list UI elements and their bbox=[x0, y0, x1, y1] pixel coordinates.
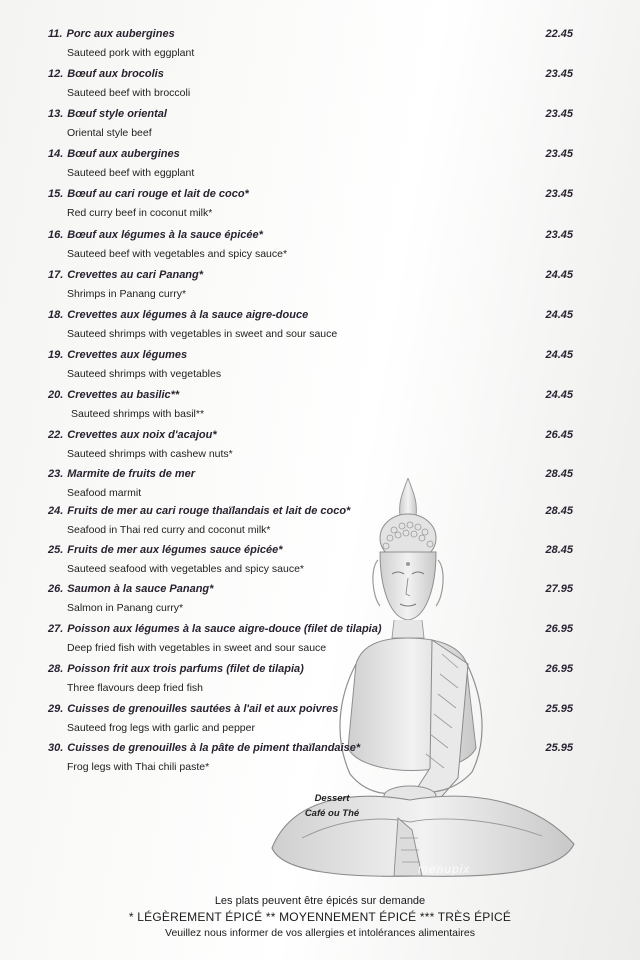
item-price: 23.45 bbox=[545, 68, 573, 80]
item-name-en: Oriental style beef bbox=[67, 127, 152, 139]
item-price: 28.45 bbox=[545, 505, 573, 517]
item-name-fr: Bœuf style oriental bbox=[67, 108, 167, 120]
item-price: 24.45 bbox=[545, 349, 573, 361]
item-price: 24.45 bbox=[545, 269, 573, 281]
item-name-en: Seafood in Thai red curry and coconut milk* bbox=[67, 524, 271, 536]
item-price: 28.45 bbox=[545, 544, 573, 556]
menu-item bbox=[0, 346, 640, 386]
item-name-fr: Poisson frit aux trois parfums (filet de tilapia) bbox=[67, 663, 304, 675]
item-price: 26.45 bbox=[545, 429, 573, 441]
spice-request-note: Les plats peuvent être épicés sur demande bbox=[214, 895, 426, 907]
menu-item bbox=[0, 386, 640, 426]
item-name-fr: Cuisses de grenouilles à la pâte de piment thaïlandaise* bbox=[67, 742, 361, 754]
item-name-en: Sauteed shrimps with vegetables bbox=[67, 368, 222, 380]
item-name-fr: Bœuf aux aubergines bbox=[67, 148, 180, 160]
item-number: 27. bbox=[48, 623, 64, 635]
item-number: 11. bbox=[48, 28, 63, 40]
item-name-en: Sauteed beef with eggplant bbox=[67, 167, 195, 179]
spice-legend: * LÉGÈREMENT ÉPICÉ ** MOYENNEMENT ÉPICÉ *** TRÈS ÉPICÉ bbox=[128, 910, 512, 924]
item-price: 22.45 bbox=[545, 28, 573, 40]
item-price: 25.95 bbox=[545, 742, 573, 754]
item-number: 16. bbox=[48, 229, 64, 241]
item-number: 14. bbox=[48, 148, 64, 160]
item-price: 26.95 bbox=[545, 623, 573, 635]
item-number: 19. bbox=[48, 349, 64, 361]
menu-item bbox=[0, 700, 640, 740]
item-name-en: Sauteed shrimps with basil** bbox=[71, 408, 205, 420]
item-number: 18. bbox=[48, 309, 64, 321]
item-name-en: Sauteed shrimps with vegetables in sweet and sour sauce bbox=[67, 328, 338, 340]
item-name-en: Sauteed pork with eggplant bbox=[67, 47, 195, 59]
menu-item bbox=[0, 25, 640, 65]
item-name-fr: Crevettes aux légumes à la sauce aigre-douce bbox=[67, 309, 309, 321]
item-number: 29. bbox=[48, 703, 64, 715]
item-name-en: Salmon in Panang curry* bbox=[67, 602, 184, 614]
menu-item bbox=[0, 620, 640, 660]
item-price: 24.45 bbox=[545, 309, 573, 321]
item-name-fr: Fruits de mer au cari rouge thaïlandais et lait de coco* bbox=[67, 505, 351, 517]
menu-item bbox=[0, 465, 640, 505]
item-name-fr: Crevettes aux légumes bbox=[67, 349, 188, 361]
item-name-fr: Crevettes aux noix d'acajou* bbox=[67, 429, 217, 441]
menu-item bbox=[0, 502, 640, 542]
menu-item bbox=[0, 185, 640, 225]
menu-item bbox=[0, 739, 640, 779]
menu-item bbox=[0, 306, 640, 346]
item-number: 22. bbox=[48, 429, 64, 441]
item-number: 20. bbox=[48, 389, 64, 401]
item-name-fr: Cuisses de grenouilles sautées à l'ail et aux poivres bbox=[67, 703, 339, 715]
item-price: 27.95 bbox=[545, 583, 573, 595]
item-name-en: Deep fried fish with vegetables in sweet and sour sauce bbox=[67, 642, 327, 654]
menu-item bbox=[0, 580, 640, 620]
item-number: 12. bbox=[48, 68, 64, 80]
item-name-en: Sauteed beef with vegetables and spicy sauce* bbox=[67, 248, 288, 260]
item-name-fr: Bœuf aux brocolis bbox=[67, 68, 164, 80]
item-name-fr: Crevettes au basilic** bbox=[67, 389, 180, 401]
menu-item bbox=[0, 541, 640, 581]
item-price: 23.45 bbox=[545, 188, 573, 200]
item-name-en: Sauteed seafood with vegetables and spicy sauce* bbox=[67, 563, 304, 575]
item-price: 23.45 bbox=[545, 108, 573, 120]
menu-item bbox=[0, 426, 640, 466]
item-name-fr: Porc aux aubergines bbox=[66, 28, 175, 40]
item-name-en: Frog legs with Thai chili paste* bbox=[67, 761, 210, 773]
item-name-fr: Bœuf au cari rouge et lait de coco* bbox=[67, 188, 249, 200]
item-price: 25.95 bbox=[545, 703, 573, 715]
item-number: 13. bbox=[48, 108, 64, 120]
item-price: 23.45 bbox=[545, 148, 573, 160]
item-number: 30. bbox=[48, 742, 64, 754]
menu-item bbox=[0, 65, 640, 105]
item-name-en: Sauteed beef with broccoli bbox=[67, 87, 191, 99]
item-number: 23. bbox=[48, 468, 64, 480]
item-number: 15. bbox=[48, 188, 64, 200]
item-name-fr: Crevettes au cari Panang* bbox=[67, 269, 204, 281]
item-price: 23.45 bbox=[545, 229, 573, 241]
menu-item bbox=[0, 660, 640, 700]
item-name-en: Sauteed frog legs with garlic and pepper bbox=[67, 722, 255, 734]
menu-item bbox=[0, 105, 640, 145]
item-number: 24. bbox=[48, 505, 64, 517]
item-price: 28.45 bbox=[545, 468, 573, 480]
item-name-en: Shrimps in Panang curry* bbox=[67, 288, 187, 300]
item-name-fr: Poisson aux légumes à la sauce aigre-douce (filet de tilapia) bbox=[67, 623, 382, 635]
item-name-en: Seafood marmit bbox=[67, 487, 142, 499]
dessert-label: Dessert bbox=[314, 793, 350, 804]
menu-item bbox=[0, 145, 640, 185]
item-name-fr: Saumon à la sauce Panang* bbox=[67, 583, 214, 595]
item-number: 28. bbox=[48, 663, 64, 675]
item-name-en: Sauteed shrimps with cashew nuts* bbox=[67, 448, 233, 460]
item-number: 17. bbox=[48, 269, 64, 281]
allergy-note: Veuillez nous informer de vos allergies et intolérances alimentaires bbox=[165, 927, 475, 939]
item-name-fr: Marmite de fruits de mer bbox=[67, 468, 196, 480]
item-price: 24.45 bbox=[545, 389, 573, 401]
menu-item bbox=[0, 226, 640, 266]
footer-notes bbox=[0, 894, 640, 941]
item-name-en: Red curry beef in coconut milk* bbox=[67, 207, 213, 219]
item-price: 26.95 bbox=[545, 663, 573, 675]
watermark: menupix bbox=[418, 862, 471, 876]
item-name-fr: Fruits de mer aux légumes sauce épicée* bbox=[67, 544, 283, 556]
item-name-en: Three flavours deep fried fish bbox=[67, 682, 203, 694]
dessert-note bbox=[302, 791, 362, 821]
item-number: 26. bbox=[48, 583, 64, 595]
item-name-fr: Bœuf aux légumes à la sauce épicée* bbox=[67, 229, 263, 241]
menu-item bbox=[0, 266, 640, 306]
coffee-tea-label: Café ou Thé bbox=[304, 808, 360, 819]
item-number: 25. bbox=[48, 544, 64, 556]
